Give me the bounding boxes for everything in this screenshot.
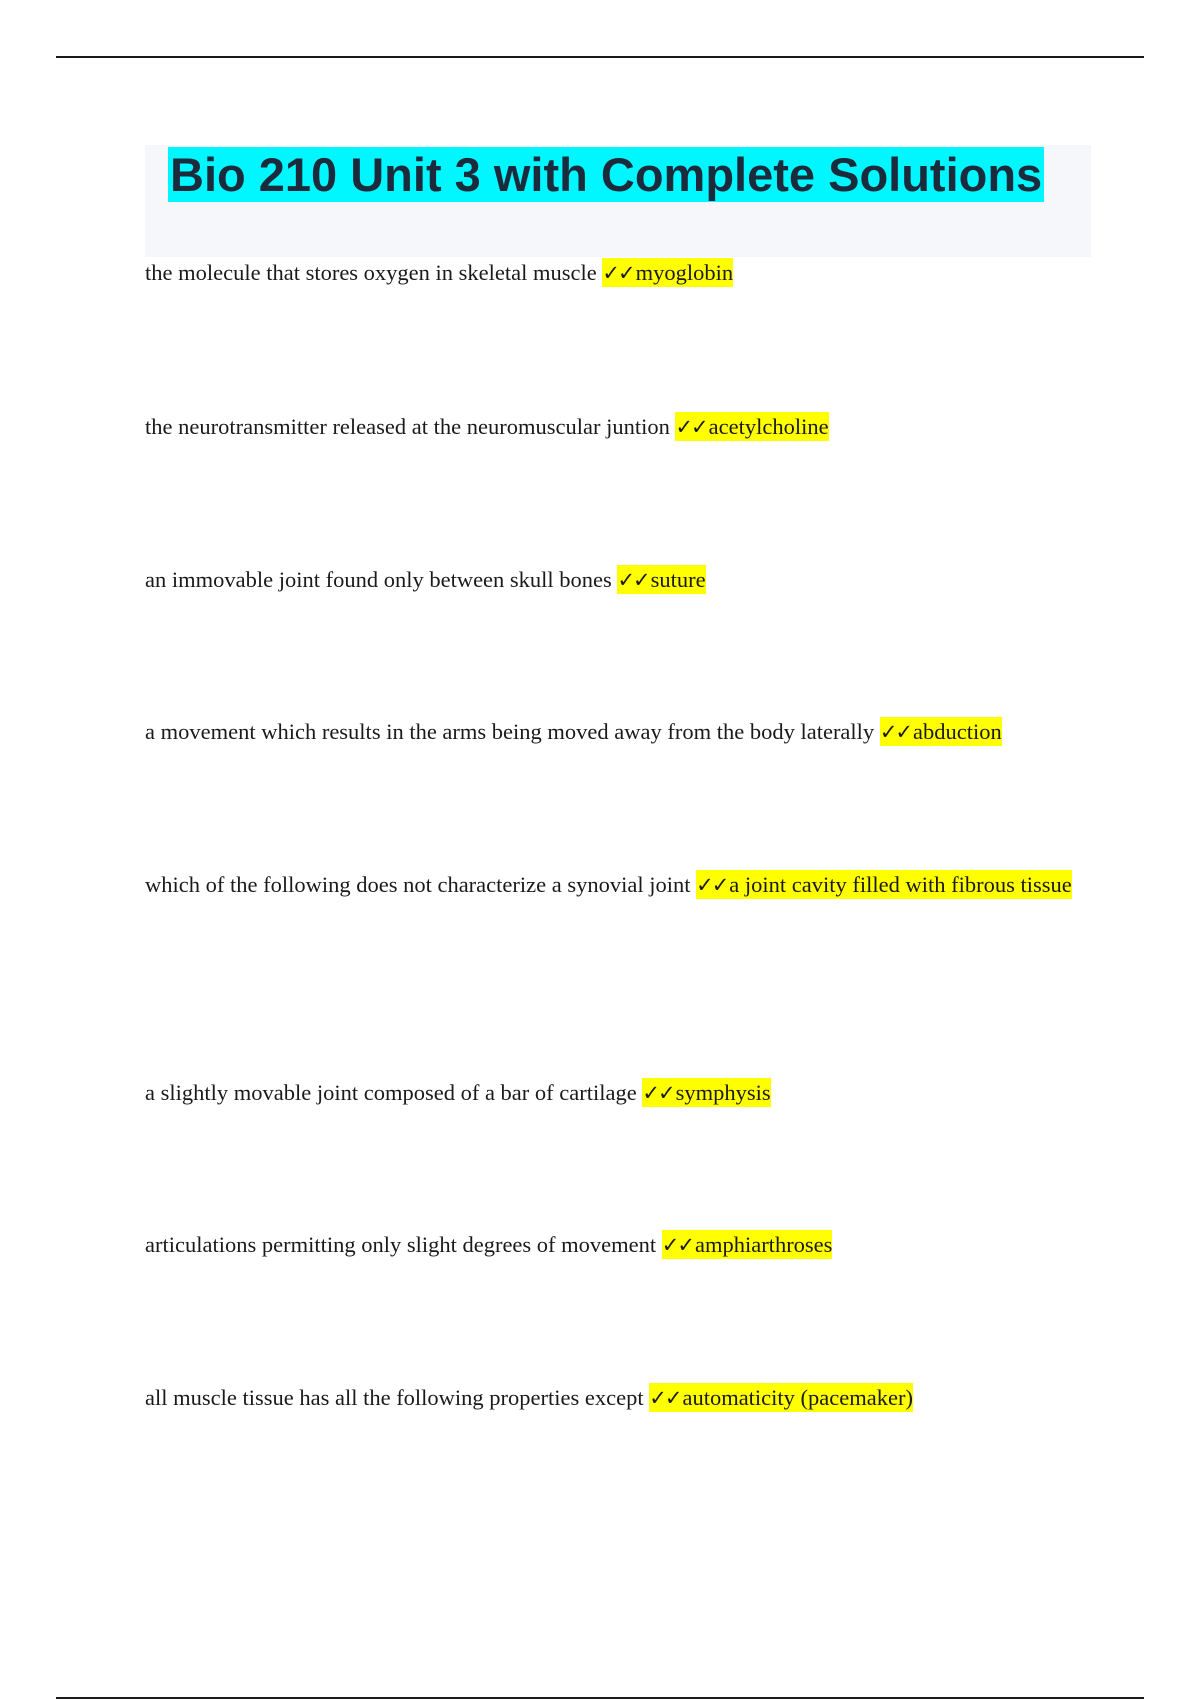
question-text: an immovable joint found only between skull bones <box>145 567 612 592</box>
qa-item-1 <box>145 243 1095 303</box>
question-text: a slightly movable joint composed of a bar of cartilage <box>145 1080 637 1105</box>
answer-highlight <box>662 1230 833 1259</box>
answer-text: suture <box>650 567 706 592</box>
question-text: the molecule that stores oxygen in skeletal muscle <box>145 260 597 285</box>
double-check-icon: ✓✓ <box>617 568 649 592</box>
answer-highlight <box>642 1078 770 1107</box>
qa-item-6 <box>145 1063 1095 1123</box>
document-title: Bio 210 Unit 3 with Complete Solutions <box>170 148 1043 201</box>
answer-highlight <box>696 870 1072 899</box>
answer-highlight <box>649 1383 913 1412</box>
answer-highlight <box>675 412 828 441</box>
double-check-icon: ✓✓ <box>649 1386 681 1410</box>
qa-item-3 <box>145 550 1095 610</box>
double-check-icon: ✓✓ <box>642 1081 674 1105</box>
bottom-rule <box>56 1697 1144 1699</box>
question-text: a movement which results in the arms being moved away from the body laterally <box>145 719 875 744</box>
qa-item-8 <box>145 1368 1095 1428</box>
answer-highlight <box>880 717 1002 746</box>
qa-item-4 <box>145 702 1095 762</box>
double-check-icon: ✓✓ <box>696 873 728 897</box>
double-check-icon: ✓✓ <box>879 720 912 744</box>
answer-text: abduction <box>913 719 1002 744</box>
question-text: all muscle tissue has all the following properties except <box>145 1385 644 1410</box>
answer-text: automaticity (pacemaker) <box>682 1385 913 1410</box>
answer-text: acetylcholine <box>708 414 829 439</box>
qa-item-5 <box>145 855 1095 915</box>
double-check-icon: ✓✓ <box>661 1233 693 1257</box>
question-text: articulations permitting only slight degrees of movement <box>145 1232 657 1257</box>
top-rule <box>56 56 1144 58</box>
answer-text: symphysis <box>675 1080 771 1105</box>
answer-text: amphiarthroses <box>694 1232 833 1257</box>
answer-highlight <box>617 565 705 594</box>
answer-text: myoglobin <box>635 260 734 285</box>
answer-highlight <box>602 258 733 287</box>
qa-item-2 <box>145 397 1095 457</box>
question-text: the neurotransmitter released at the neuromuscular juntion <box>145 414 670 439</box>
question-text: which of the following does not characterize a synovial joint <box>145 872 691 897</box>
answer-text: a joint cavity filled with fibrous tissue <box>729 872 1072 897</box>
double-check-icon: ✓✓ <box>675 415 707 439</box>
qa-item-7 <box>145 1215 1095 1275</box>
double-check-icon: ✓✓ <box>602 261 634 285</box>
